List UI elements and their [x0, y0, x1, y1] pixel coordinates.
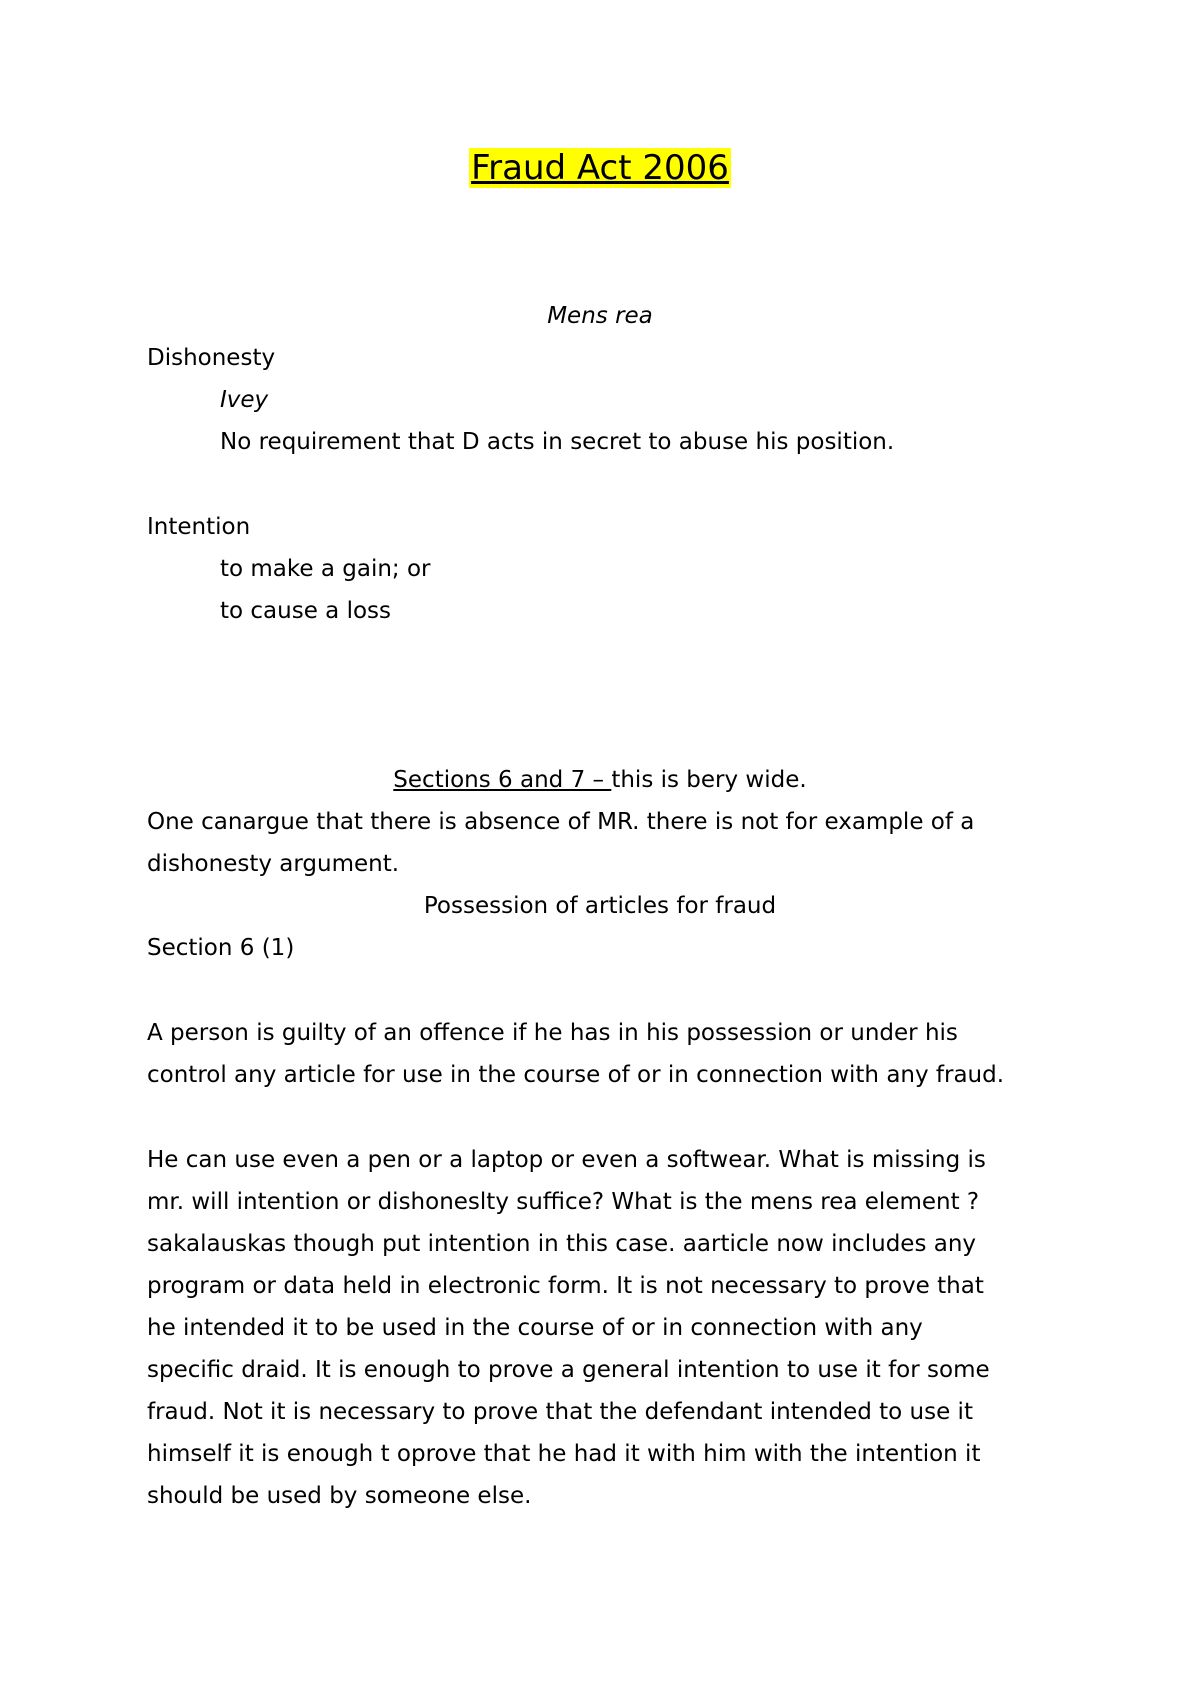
dishonesty-note: No requirement that D acts in secret to abuse his position.	[220, 429, 895, 455]
intention-item: to cause a loss	[220, 598, 391, 624]
discussion-line: specific draid. It is enough to prove a general intention to use it for some	[147, 1357, 990, 1383]
title-highlighted-text: Fraud Act 2006	[471, 148, 729, 188]
intention-label: Intention	[147, 514, 251, 540]
discussion-line: fraud. Not it is necessary to prove that the defendant intended to use it	[147, 1399, 973, 1425]
argument-line: One canargue that there is absence of MR. there is not for example of a	[147, 809, 975, 835]
possession-heading: Possession of articles for fraud	[423, 893, 777, 919]
discussion-line: mr. will intention or dishoneslty suffice? What is the mens rea element ?	[147, 1189, 980, 1215]
mens-rea-heading: Mens rea	[547, 303, 653, 329]
discussion-line: should be used by someone else.	[147, 1483, 532, 1509]
discussion-line: sakalauskas though put intention in this case. aarticle now includes any	[147, 1231, 977, 1257]
sections-heading-underlined: Sections 6 and 7 –	[393, 767, 612, 793]
offence-line: control any article for use in the course of or in connection with any fraud.	[147, 1062, 1005, 1088]
discussion-line: program or data held in electronic form. It is not necessary to prove that	[147, 1273, 984, 1299]
section-reference: Section 6 (1)	[147, 935, 295, 961]
document-title	[0, 148, 1200, 188]
sections-heading	[0, 765, 1200, 795]
argument-line: dishonesty argument.	[147, 851, 400, 877]
discussion-line: He can use even a pen or a laptop or even a softwear. What is missing is	[147, 1147, 986, 1173]
sections-heading-rest: this is bery wide.	[611, 767, 807, 793]
dishonesty-label: Dishonesty	[147, 345, 276, 371]
intention-item: to make a gain; or	[220, 556, 431, 582]
discussion-line: himself it is enough t oprove that he had it with him with the intention it	[147, 1441, 981, 1467]
offence-line: A person is guilty of an offence if he has in his possession or under his	[147, 1020, 958, 1046]
discussion-line: he intended it to be used in the course of or in connection with any	[147, 1315, 923, 1341]
case-name-ivey: Ivey	[220, 387, 269, 413]
